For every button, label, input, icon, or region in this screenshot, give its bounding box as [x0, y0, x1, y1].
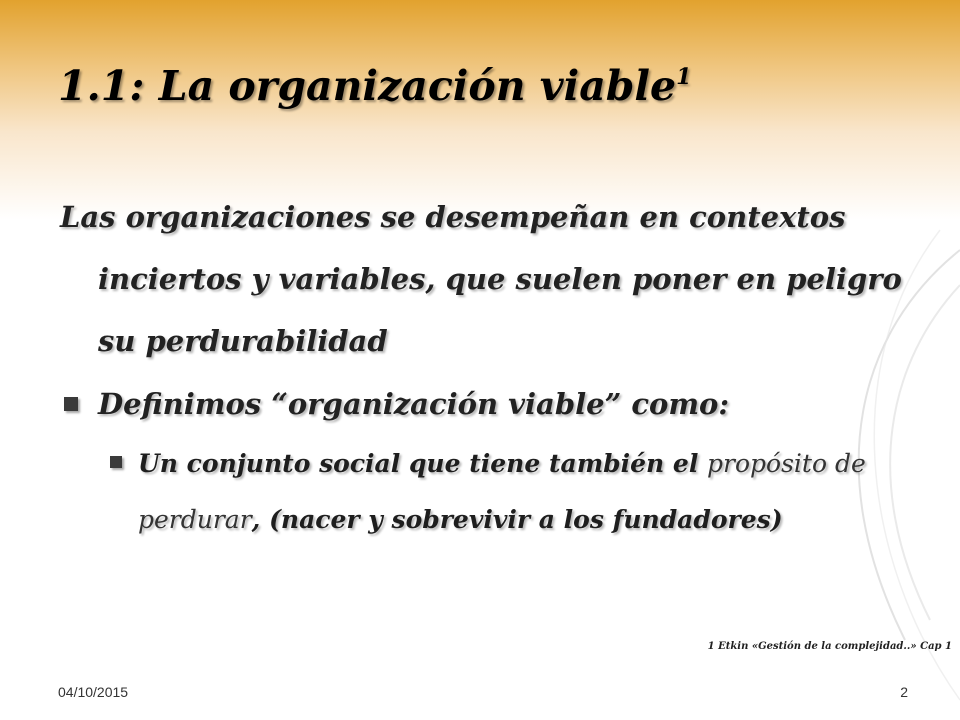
square-bullet-icon [110, 456, 122, 468]
square-bullet-icon [64, 397, 78, 411]
bullet-level-2 [110, 436, 930, 548]
slide-date: 04/10/2015 [58, 684, 129, 700]
slide-title [58, 62, 691, 110]
footnote: 1 Etkin «Gestión de la complejidad..» Cap 1 [707, 641, 952, 652]
bullet-level-2-text-tail: , (nacer y sobrevivir a los fundadores) [251, 505, 783, 534]
bullet-level-2-text-bold: Un conjunto social que tiene también el [138, 449, 708, 478]
intro-paragraph: Las organizaciones se desempeñan en contextos inciertos y variables, que suelen poner en peligro su perdurabilidad [60, 200, 902, 358]
page-number: 2 [900, 684, 908, 700]
bullet-level-1-text: Definimos “organización viable” como: [98, 387, 730, 421]
slide-body [60, 186, 930, 548]
slide-title-text: 1.1: La organización viable [58, 62, 677, 110]
bullet-level-2-text-emphasis: propósito de perdurar [138, 449, 866, 534]
title-footnote-marker: 1 [676, 64, 692, 90]
bullet-level-1 [60, 376, 930, 432]
